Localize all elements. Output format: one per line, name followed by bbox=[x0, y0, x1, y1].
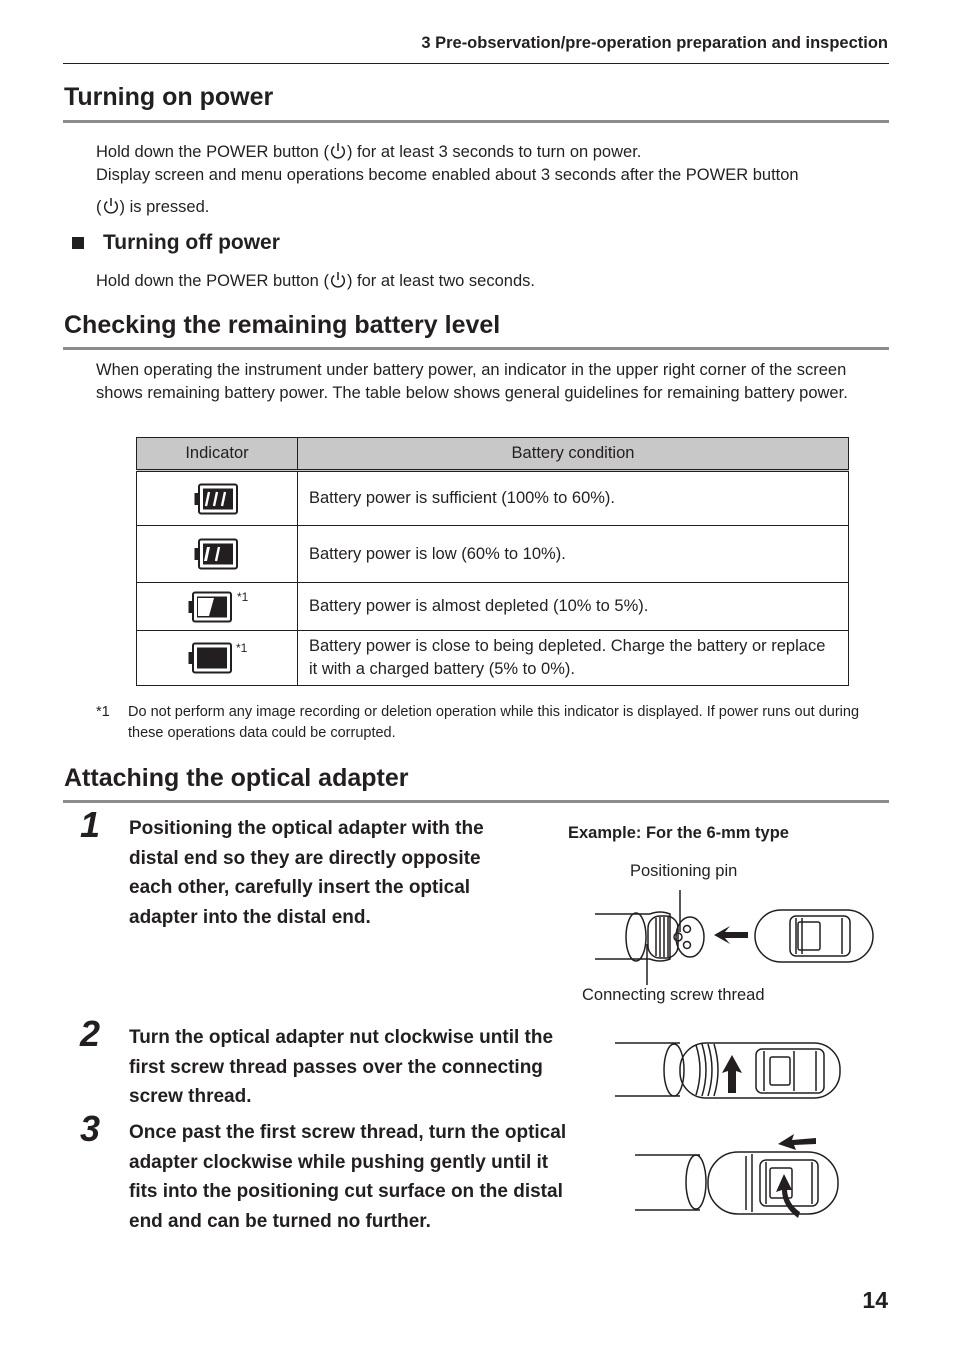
table-row bbox=[137, 526, 849, 583]
power-icon bbox=[103, 197, 119, 215]
label-positioning-pin: Positioning pin bbox=[630, 862, 738, 880]
section-title-battery: Checking the remaining battery level bbox=[64, 311, 501, 339]
step-text: Once past the first screw thread, turn the optical adapter clockwise while pushing gently until it fits into the positioning cut surface on the distal end and can be turned no further. bbox=[129, 1122, 567, 1232]
header-rule bbox=[63, 63, 889, 64]
section-rule bbox=[63, 347, 889, 350]
battery-low-icon bbox=[193, 538, 239, 570]
step-number: 1 bbox=[80, 804, 101, 845]
adapter-turn-nut-figure bbox=[610, 1035, 850, 1105]
adapter-insert-figure bbox=[590, 880, 880, 990]
table-row bbox=[137, 471, 849, 526]
section-rule bbox=[63, 800, 889, 803]
column-header-condition: Battery condition bbox=[298, 438, 849, 471]
table-row bbox=[137, 631, 849, 686]
page-number: 14 bbox=[862, 1287, 888, 1313]
footnote-text: Do not perform any image recording or deletion operation while this indicator is displayed. If power runs out during these operations data could be corrupted. bbox=[128, 704, 860, 741]
step-text: Positioning the optical adapter with the distal end so they are directly opposite each other, carefully insert the optical adapter into the distal end. bbox=[129, 818, 484, 928]
power-icon bbox=[330, 142, 346, 160]
label-connecting-screw-thread: Connecting screw thread bbox=[582, 986, 765, 1004]
table-row bbox=[137, 583, 849, 631]
battery-intro: When operating the instrument under battery power, an indicator in the upper right corner of the screen shows remaining battery power. The table below shows general guidelines for remaining battery power. bbox=[96, 361, 848, 402]
step-number: 3 bbox=[80, 1108, 101, 1149]
footnote-mark: *1 bbox=[236, 641, 248, 655]
adapter-push-turn-figure bbox=[630, 1130, 850, 1225]
step-number: 2 bbox=[80, 1013, 101, 1054]
footnote-marker: *1 bbox=[96, 704, 110, 720]
section-title-power: Turning on power bbox=[64, 83, 274, 111]
battery-table bbox=[136, 437, 849, 686]
footnote-mark: *1 bbox=[237, 590, 249, 604]
power-icon bbox=[330, 271, 346, 289]
chapter-header: 3 Pre-observation/pre-operation preparation and inspection bbox=[421, 34, 888, 52]
square-bullet-icon bbox=[72, 237, 84, 249]
footnote bbox=[96, 702, 866, 744]
power-off-line: Hold down the POWER button ( ) for at least two seconds. bbox=[96, 272, 535, 290]
section-rule bbox=[63, 120, 889, 123]
battery-condition: Battery power is low (60% to 10%). bbox=[298, 526, 849, 583]
subsection-title-power-off: Turning off power bbox=[72, 231, 280, 255]
power-on-line2: Display screen and menu operations become enabled about 3 seconds after the POWER button bbox=[96, 166, 799, 184]
step-text: Turn the optical adapter nut clockwise until the first screw thread passes over the connecting screw thread. bbox=[129, 1027, 554, 1107]
section-title-adapter: Attaching the optical adapter bbox=[64, 764, 409, 792]
power-on-line1: Hold down the POWER button ( ) for at least 3 seconds to turn on power. bbox=[96, 143, 642, 161]
battery-full-icon bbox=[193, 483, 239, 515]
figure-caption: Example: For the 6-mm type bbox=[568, 824, 789, 842]
battery-almost-depleted-icon bbox=[187, 591, 233, 623]
power-on-line3: ( ) is pressed. bbox=[96, 198, 210, 216]
battery-condition: Battery power is almost depleted (10% to 5%). bbox=[298, 583, 849, 631]
column-header-indicator: Indicator bbox=[137, 438, 298, 471]
battery-condition: Battery power is close to being depleted. Charge the battery or replace it with a charged battery (5% to 0%). bbox=[298, 631, 849, 686]
battery-depleted-icon bbox=[187, 642, 233, 674]
battery-condition: Battery power is sufficient (100% to 60%). bbox=[298, 471, 849, 526]
